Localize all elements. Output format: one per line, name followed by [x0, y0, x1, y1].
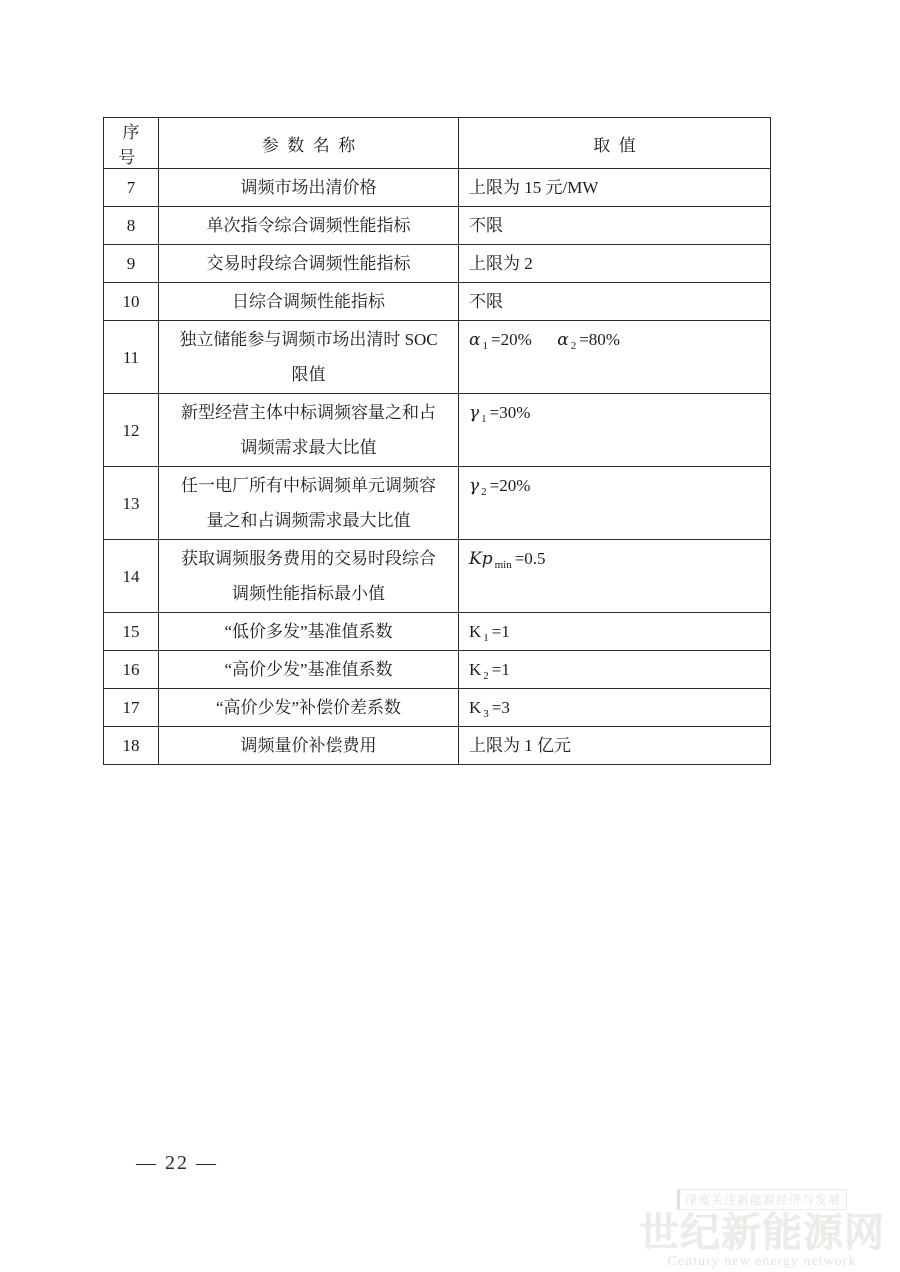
row-number-cell: 17: [104, 689, 159, 727]
table-row: [104, 689, 771, 727]
value-segment: K: [469, 698, 482, 717]
value-segment: 1: [482, 340, 488, 353]
value-segment: 2: [570, 340, 577, 353]
parameter-value-cell: [459, 689, 771, 727]
value-segment: K: [469, 660, 482, 679]
table-row: [104, 283, 771, 321]
table-row: [104, 321, 771, 394]
parameter-value-cell: [459, 540, 771, 613]
row-number-cell: 13: [104, 467, 159, 540]
watermark-subtitle: Century new energy network: [667, 1254, 857, 1269]
row-number-cell: 9: [104, 245, 159, 283]
table-row: [104, 245, 771, 283]
value-segment: =0.5: [514, 549, 546, 568]
value-segment: 不限: [469, 216, 503, 235]
parameter-value-cell: [459, 207, 771, 245]
parameter-value-cell: [459, 613, 771, 651]
value-segment: [532, 330, 558, 349]
parameter-value-cell: [459, 169, 771, 207]
row-number-cell: 11: [104, 321, 159, 394]
value-segment: 1: [481, 413, 487, 426]
parameter-value-cell: [459, 467, 771, 540]
table-row: [104, 651, 771, 689]
col-header-name: 参数名称: [159, 118, 459, 169]
watermark-title: 世纪新能源网: [639, 1210, 885, 1255]
table-row: [104, 169, 771, 207]
value-segment: 上限为 1 亿元: [469, 736, 571, 755]
table-row: [104, 540, 771, 613]
value-segment: K: [469, 622, 482, 641]
value-segment: =20%: [490, 330, 532, 349]
parameter-name-cell: 调频市场出清价格: [159, 169, 459, 207]
row-number-cell: 14: [104, 540, 159, 613]
parameter-value-cell: [459, 394, 771, 467]
value-segment: min: [494, 559, 512, 572]
parameter-name-cell: 单次指令综合调频性能指标: [159, 207, 459, 245]
value-segment: =30%: [489, 403, 531, 422]
parameter-value-cell: [459, 321, 771, 394]
row-number-cell: 8: [104, 207, 159, 245]
watermark: [632, 1189, 892, 1270]
parameter-name-cell: 获取调频服务费用的交易时段综合调频性能指标最小值: [159, 540, 459, 613]
value-segment: 1: [483, 632, 489, 645]
table-row: [104, 727, 771, 765]
parameter-name-cell: “高价少发”补偿价差系数: [159, 689, 459, 727]
parameter-value-cell: [459, 283, 771, 321]
parameters-table: [103, 117, 771, 765]
parameter-name-cell: 调频量价补偿费用: [159, 727, 459, 765]
row-number-cell: 16: [104, 651, 159, 689]
value-segment: 上限为 2: [469, 254, 533, 273]
value-segment: 2: [481, 486, 487, 499]
value-segment: =80%: [579, 330, 620, 349]
table-row: [104, 613, 771, 651]
value-segment: γ: [469, 403, 480, 423]
value-segment: 2: [483, 670, 489, 683]
table-header-row: [104, 118, 771, 169]
parameter-value-cell: [459, 727, 771, 765]
row-number-cell: 10: [104, 283, 159, 321]
parameter-name-cell: 任一电厂所有中标调频单元调频容量之和占调频需求最大比值: [159, 467, 459, 540]
watermark-tagline: 深度关注新能源经济与发展: [677, 1189, 847, 1210]
col-header-no: 序号: [104, 118, 159, 169]
table-row: [104, 394, 771, 467]
value-segment: =1: [491, 660, 510, 679]
parameter-name-cell: 独立储能参与调频市场出清时 SOC 限值: [159, 321, 459, 394]
value-segment: γ: [469, 476, 480, 496]
parameter-value-cell: [459, 651, 771, 689]
value-segment: Kp: [469, 549, 493, 569]
col-header-value: 取值: [459, 118, 771, 169]
parameter-value-cell: [459, 245, 771, 283]
row-number-cell: 15: [104, 613, 159, 651]
page-number: — 22 —: [136, 1152, 218, 1174]
table-row: [104, 467, 771, 540]
value-segment: α: [557, 330, 569, 350]
value-segment: 不限: [469, 292, 503, 311]
value-segment: =1: [491, 622, 510, 641]
value-segment: =3: [491, 698, 510, 717]
row-number-cell: 18: [104, 727, 159, 765]
value-segment: =20%: [489, 476, 531, 495]
value-segment: 3: [483, 708, 489, 721]
parameter-name-cell: 新型经营主体中标调频容量之和占调频需求最大比值: [159, 394, 459, 467]
parameter-name-cell: 交易时段综合调频性能指标: [159, 245, 459, 283]
row-number-cell: 12: [104, 394, 159, 467]
value-segment: 上限为 15 元/MW: [469, 178, 599, 197]
parameter-name-cell: “低价多发”基准值系数: [159, 613, 459, 651]
row-number-cell: 7: [104, 169, 159, 207]
table-row: [104, 207, 771, 245]
parameter-name-cell: “高价少发”基准值系数: [159, 651, 459, 689]
value-segment: α: [469, 330, 481, 350]
parameter-name-cell: 日综合调频性能指标: [159, 283, 459, 321]
parameters-table-body: [104, 169, 771, 765]
